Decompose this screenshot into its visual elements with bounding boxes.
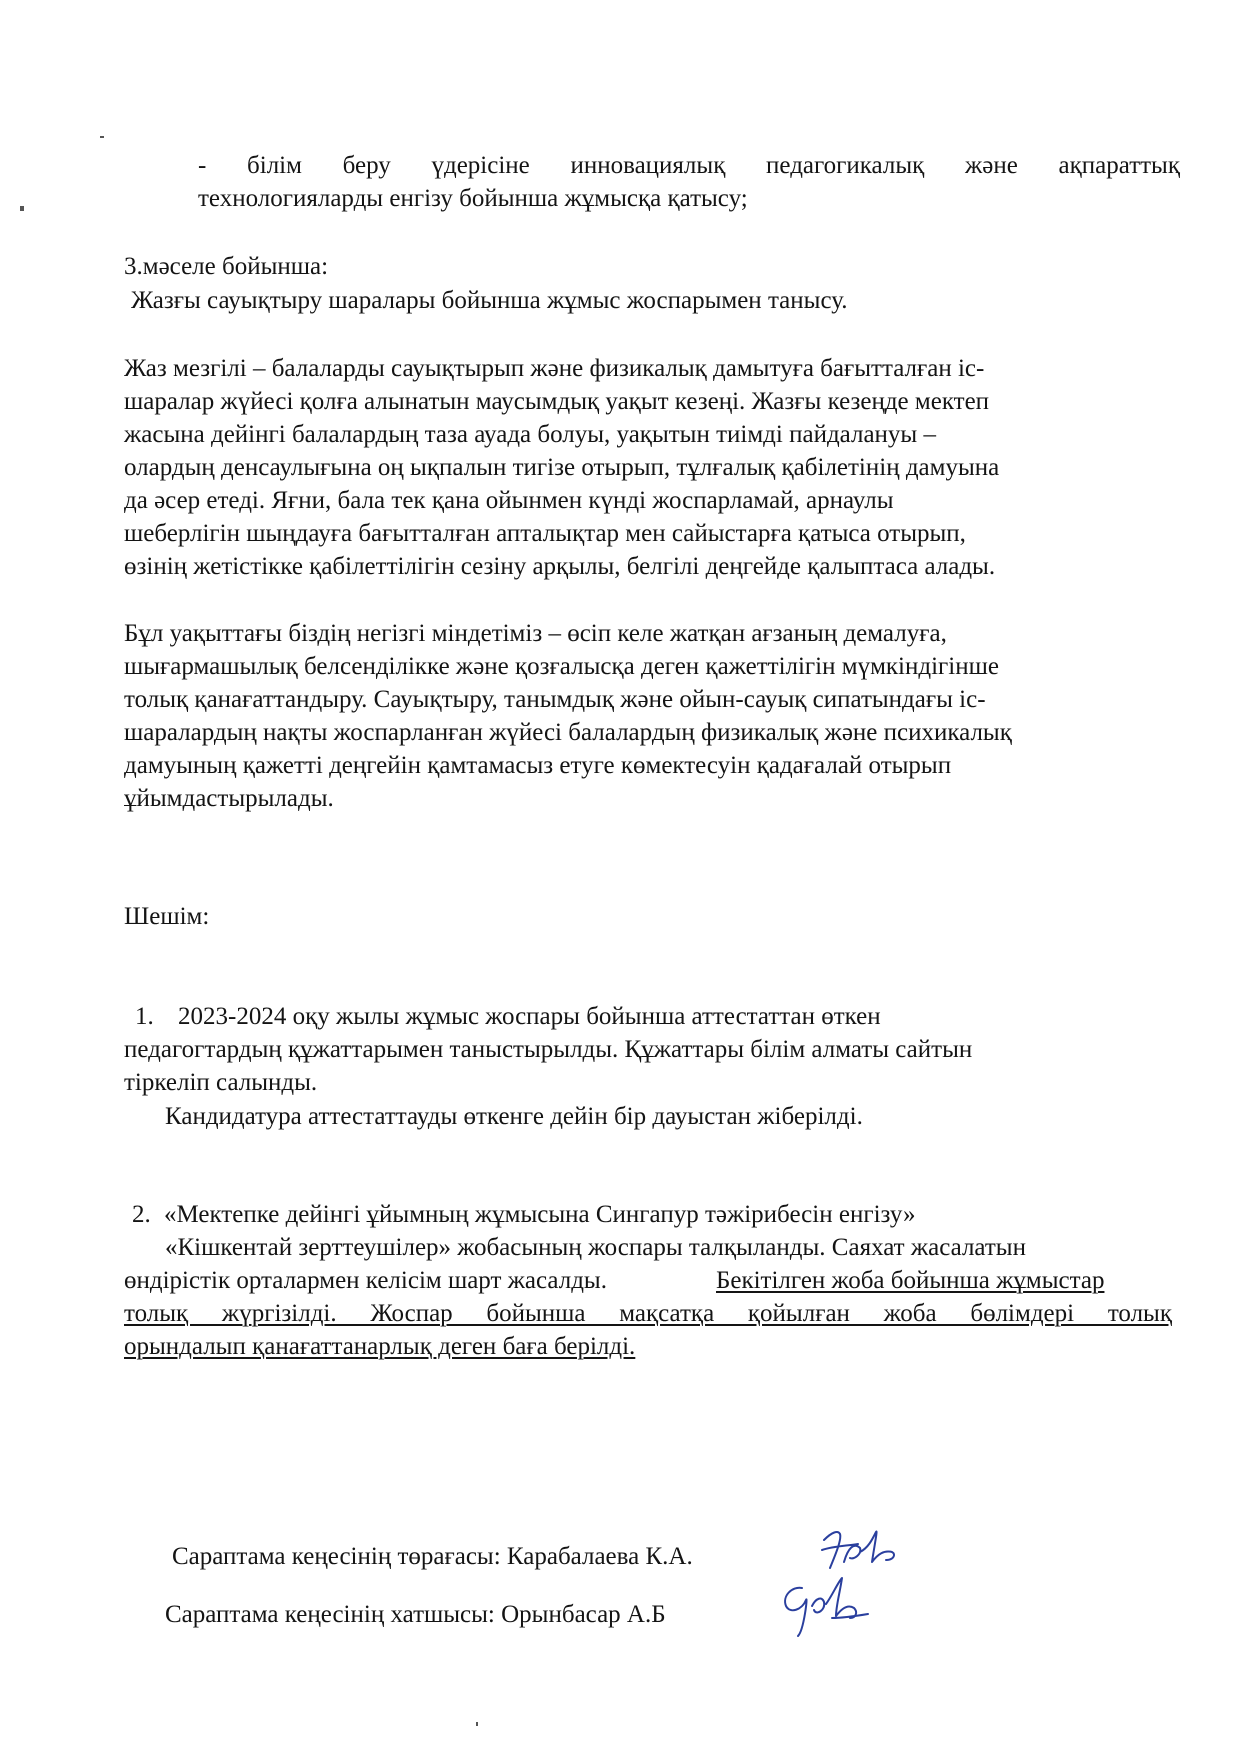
signature-chair-label: Сараптама кеңесінің төрағасы: Карабалаева К.А. (172, 1543, 693, 1570)
paragraph-line: шаралардың нақты жоспарланған жүйесі балалардың физикалық және психикалық (124, 719, 1012, 746)
decision-item-number: 1. (135, 1003, 154, 1030)
decision-line: педагогтардың құжаттарымен таныстырылды. Құжаттары білім алматы сайтын (124, 1036, 973, 1063)
issue-subtitle: Жазғы сауықтыру шаралары бойынша жұмыс жоспарымен танысу. (131, 287, 848, 314)
bullet-line: технологияларды енгізу бойынша жұмысқа қатысу; (198, 185, 748, 212)
decision-line: 2023-2024 оқу жылы жұмыс жоспары бойынша аттестаттан өткен (178, 1003, 881, 1030)
paragraph-line: толық қанағаттандыру. Сауықтыру, танымдық және ойын-сауық сипатындағы іс- (124, 686, 986, 713)
paragraph-line: өзінің жетістікке қабілеттілігін сезіну арқылы, белгілі деңгейде қалыптаса алады. (124, 553, 996, 580)
scan-mark (20, 206, 24, 211)
decision-line: «Кішкентай зерттеушілер» жобасының жоспары талқыланды. Саяхат жасалатын (165, 1234, 1026, 1261)
handwritten-signature-secretary (772, 1570, 872, 1640)
decision-line: тіркеліп салынды. (124, 1069, 318, 1096)
scan-mark (476, 1722, 478, 1726)
paragraph-line: олардың денсаулығына оң ықпалын тигізе отырып, тұлғалық қабілетінің дамуына (124, 454, 1000, 481)
decision-line: «Мектепке дейінгі ұйымның жұмысына Сингапур тәжірибесін енгізу» (164, 1201, 916, 1228)
paragraph-line: Жаз мезгілі – балаларды сауықтырып және физикалық дамытуға бағытталған іс- (124, 355, 985, 382)
paragraph-line: жасына дейінгі балалардың таза ауада болуы, уақытын тиімді пайдалануы – (124, 421, 936, 448)
paragraph-line: шаралар жүйесі қолға алынатын маусымдық уақыт кезеңі. Жазғы кезеңде мектеп (124, 388, 990, 415)
paragraph-line: ұйымдастырылады. (124, 785, 334, 812)
decision-line: өндірістік орталармен келісім шарт жасалды. (124, 1267, 607, 1294)
scan-mark (100, 136, 104, 138)
decision-heading: Шешім: (124, 903, 210, 930)
decision-line-underlined: Бекітілген жоба бойынша жұмыстар (716, 1267, 1105, 1294)
paragraph-line: шеберлігін шыңдауға бағытталған апталықтар мен сайыстарға қатыса отырып, (124, 520, 966, 547)
decision-item-number: 2. (132, 1201, 151, 1228)
paragraph-line: шығармашылық белсенділікке және қозғалысқа деген қажеттілігін мүмкіндігінше (124, 653, 999, 680)
handwritten-signature-chair (814, 1518, 904, 1578)
paragraph-line: дамуының қажетті деңгейін қамтамасыз етуге көмектесуін қадағалай отырып (124, 752, 952, 779)
decision-line-underlined: орындалып қанағаттанарлық деген баға берілді. (124, 1333, 636, 1360)
signature-secretary-label: Сараптама кеңесінің хатшысы: Орынбасар А.Б (165, 1601, 666, 1628)
paragraph-line: Бұл уақыттағы біздің негізгі міндетіміз – өсіп келе жатқан ағзаның демалуға, (124, 620, 947, 647)
paragraph-line: да әсер етеді. Яғни, бала тек қана ойынмен күнді жоспарламай, арнаулы (124, 487, 894, 514)
bullet-line: - білім беру үдерісіне инновациялық педагогикалық және ақпараттық (198, 152, 1180, 179)
decision-line: Кандидатура аттестаттауды өткенге дейін бір дауыстан жіберілді. (165, 1103, 863, 1130)
issue-heading: 3.мәселе бойынша: (124, 253, 329, 280)
decision-line-underlined: толық жүргізілді. Жоспар бойынша мақсатқа қойылған жоба бөлімдері толық (124, 1300, 1172, 1327)
